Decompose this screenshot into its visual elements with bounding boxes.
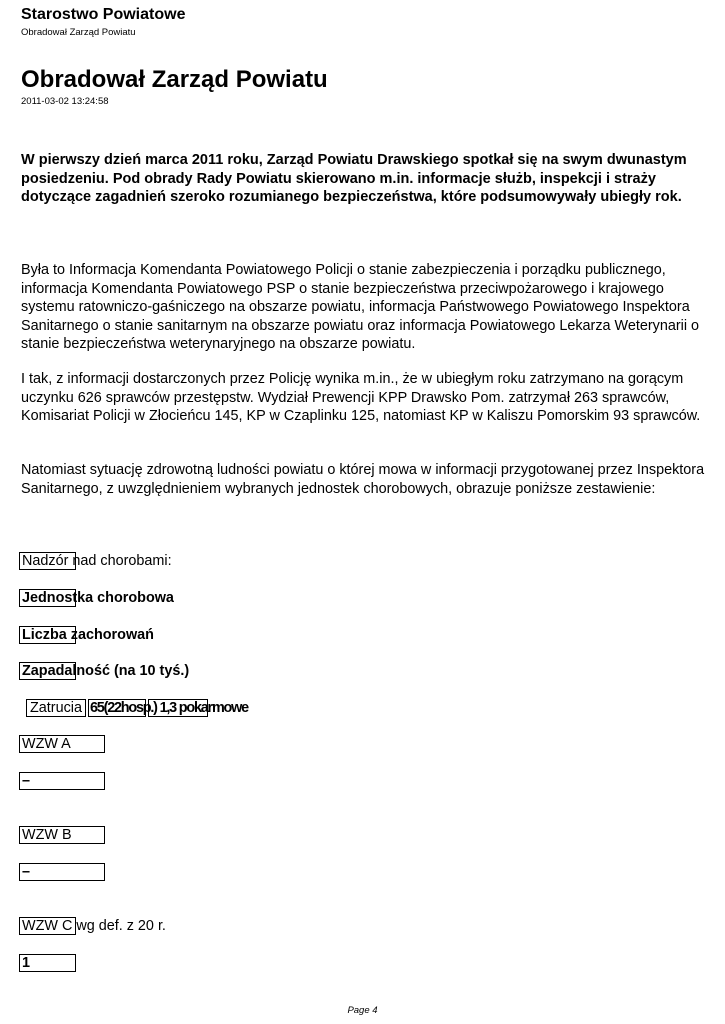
paragraph-police: I tak, z informacji dostarczonych przez Policję wynika m.in., że w ubiegłym roku zatrzymano na gorącym uczynku 626 sprawców przestępstw. Wydział Prewencji KPP Drawsko Pom. zatrzymał 263 sprawców, Komisariat Policji w Złocieńcu 145, KP w Czaplinku 125, natomiast KP w Kaliszu Pomorskim 93 sprawców. (21, 371, 701, 424)
article-date: 2011-03-02 13:24:58 (21, 96, 109, 107)
row-hepatitis-c-name: WZW C wg def. z 20 r. (22, 918, 166, 934)
row-hepatitis-a-value: – (22, 773, 31, 789)
column-incidence: Zapadalność (na 10 tyś.) (22, 663, 190, 679)
paragraph-reports: Była to Informacja Komendanta Powiatowego Policji o stanie zabezpieczenia i porządku publicznego, informacja Komendanta Powiatowego PSP o stanie bezpieczeństwa przeciwpożarowego i krajowego systemu ratowniczo-gaśniczego na obszarze powiatu, informacja Państwowego Powiatowego Inspektora Sanitarnego o stanie sanitarnym na obszarze powiatu oraz informacja Powiatowego Lekarza Weterynarii o stanie bezpieczeństwa weterynaryjnego na obszarze powiatu. (21, 262, 700, 352)
row-hepatitis-b-value: – (22, 864, 31, 880)
row-food-poisoning-values: 65(22hosp.) 1,3 pokarmowe (90, 700, 248, 716)
article-lead: W pierwszy dzień marca 2011 roku, Zarząd Powiatu Drawskiego spotkał się na swym dwunastym posiedzeniu. Pod obrady Rady Powiatu skierowano m.in. informacje służb, inspekcji i straży dotyczące zagadnień szeroko rozumianego bezpieczeństwa, które podsumowywały ubiegły rok. (21, 152, 687, 205)
column-case-count: Liczba zachorowań (22, 627, 154, 643)
page-number: Page 4 (347, 1005, 378, 1016)
paragraph-health: Natomiast sytuację zdrowotną ludności powiatu o której mowa w informacji przygotowanej przez Inspektora Sanitarnego, z uwzględnieniem wybranych jednostek chorobowych, obrazuje poniższe zestawienie: (21, 462, 705, 497)
header-subtitle: Obradował Zarząd Powiatu (21, 27, 136, 38)
table-cell-border (19, 772, 105, 790)
row-hepatitis-a-name: WZW A (22, 736, 71, 752)
row-hepatitis-c-value: 1 (22, 955, 31, 971)
row-food-poisoning-label: Zatrucia (30, 700, 82, 716)
article-title: Obradował Zarząd Powiatu (21, 66, 328, 93)
row-hepatitis-b-name: WZW B (22, 827, 72, 843)
column-disease-unit: Jednostka chorobowa (22, 590, 174, 606)
table-header-label: Nadzór nad chorobami: (22, 553, 172, 569)
table-cell-border (19, 863, 105, 881)
organization-name: Starostwo Powiatowe (21, 6, 186, 23)
